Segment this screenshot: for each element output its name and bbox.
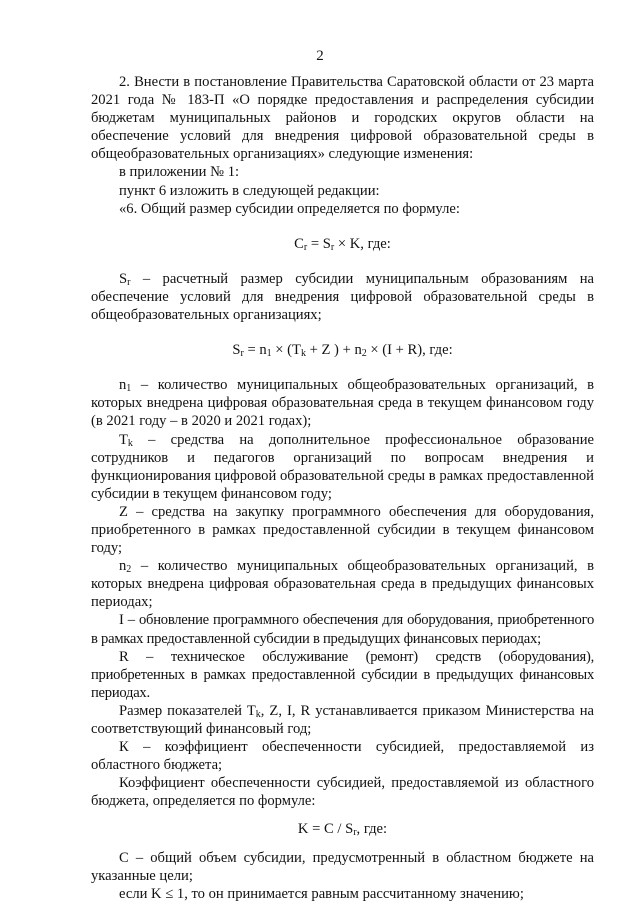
- definition-c: С – общий объем субсидии, предусмотренный в областном бюджете на указанные цели;: [91, 849, 594, 884]
- paragraph-k-condition: если K ≤ 1, то он принимается равным рассчитанному значению;: [119, 885, 524, 902]
- paragraph-appendix: в приложении № 1:: [119, 164, 240, 181]
- definition-sr: $S_r$ – расчетный размер субсидии муниципальным образованиям на обеспечение условий для внедрения цифровой образовательной среды в общеобразовательных организациях;: [91, 270, 594, 324]
- definition-r: R – техническое обслуживание (ремонт) средств (оборудования), приобретенных в рамках предоставленной субсидии в предыдущих финансовых периодах.: [91, 648, 594, 701]
- paragraph-indicators: Размер показателей $T_k$, Z, I, R устанавливается приказом Министерства на соответствующий финансовый год;: [91, 702, 594, 737]
- paragraph-k-formula: Коэффициент обеспеченности субсидией, предоставляемой из областного бюджета, определяется по формуле:: [91, 775, 594, 810]
- paragraph-subsidy-size: «6. Общий размер субсидии определяется по формуле:: [119, 200, 460, 217]
- formula-k: $K = C / S_r$, где:: [297, 821, 388, 839]
- paragraph-clause: пункт 6 изложить в следующей редакции:: [119, 182, 380, 199]
- definition-tk: $T_k$ – средства на дополнительное профессиональное образование сотрудников и педагогов организаций по вопросам внедрения и функционирования цифровой образовательной среды в рамках предоставленной субсидии в текущем финансовом году;: [91, 431, 594, 502]
- paragraph-amendment: 2. Внести в постановление Правительства Саратовской области от 23 марта 2021 года № 183-П «О порядке предоставления и распределения субсидии бюджетам муниципальных районов и городских округов области на обеспечение условий для внедрения цифровой образовательной среды в общеобразовательных организациях» следующие изменения:: [91, 74, 594, 163]
- formula-subsidy: $C_r = S_r \times K$, где:: [294, 235, 391, 253]
- document-body: [91, 73, 594, 903]
- formula-sr: $S_r = n_1 \times (T_k + Z$ ) + $n_2 \times (I + R)$, где:: [232, 342, 453, 360]
- definition-n2: $n_2$ – количество муниципальных общеобразовательных организаций, в которых внедрена цифровая образовательная среда в предыдущих финансовых периодах;: [91, 558, 594, 611]
- definition-i: I – обновление программного обеспечения для оборудования, приобретенного в рамках предоставленной субсидии в предыдущих финансовых периодах;: [91, 612, 594, 647]
- definition-n1: $n_1$ – количество муниципальных общеобразовательных организаций, в которых внедрена цифровая образовательная среда в текущем финансовом году (в 2021 году – в 2020 и 2021 годах);: [91, 377, 594, 430]
- definition-z: Z – средства на закупку программного обеспечения для оборудования, приобретенного в рамках предоставленной субсидии в текущем финансовом году;: [91, 503, 594, 557]
- definition-k: К – коэффициент обеспеченности субсидией, предоставляемой из областного бюджета;: [91, 739, 594, 774]
- page-number: 2: [316, 48, 324, 64]
